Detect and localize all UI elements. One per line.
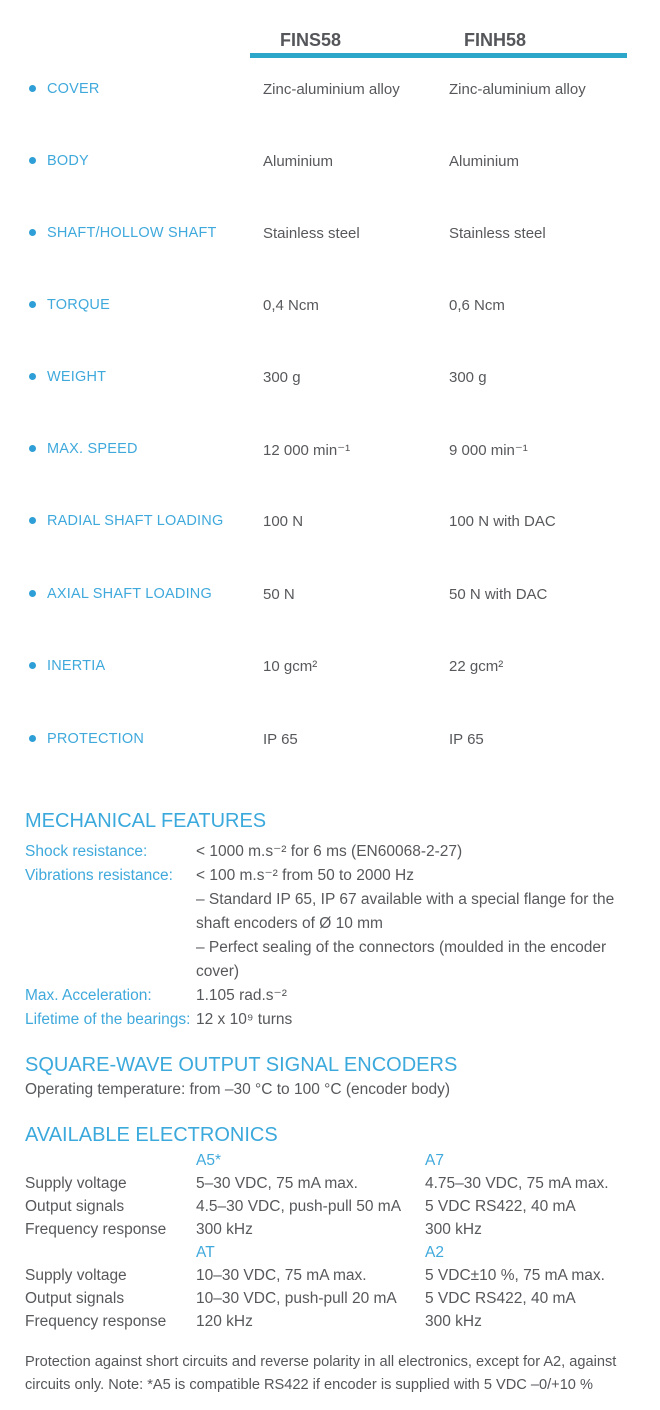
spec-value-finh58: 22 gcm² <box>449 658 504 675</box>
bullet-icon <box>29 590 36 597</box>
spec-label: RADIAL SHAFT LOADING <box>47 513 224 529</box>
electronics-value: 4.75–30 VDC, 75 mA max. <box>425 1175 609 1192</box>
spec-value-finh58: IP 65 <box>449 731 484 748</box>
electronics-header-a5: A5* <box>196 1152 221 1169</box>
electronics-value: 120 kHz <box>196 1313 253 1330</box>
mech-value: 1.105 rad.s⁻² <box>196 987 287 1004</box>
spec-value-fins58: IP 65 <box>263 731 298 748</box>
bullet-icon <box>29 517 36 524</box>
mech-value: < 1000 m.s⁻² for 6 ms (EN60068-2-27) <box>196 843 463 860</box>
electronics-row-label: Frequency response <box>25 1221 167 1238</box>
section-title-available-electronics: AVAILABLE ELECTRONICS <box>25 1124 278 1146</box>
spec-value-fins58: 10 gcm² <box>263 658 318 675</box>
electronics-header-at: AT <box>196 1244 215 1261</box>
spec-value-fins58: Zinc-aluminium alloy <box>263 81 400 98</box>
electronics-row-label: Supply voltage <box>25 1267 127 1284</box>
spec-row-weight <box>0 369 660 389</box>
bullet-icon <box>29 229 36 236</box>
mech-label: Shock resistance: <box>25 843 148 860</box>
spec-value-finh58: Zinc-aluminium alloy <box>449 81 586 98</box>
mech-value: – Perfect sealing of the connectors (moulded in the encoder cover) <box>196 939 607 980</box>
mech-label-spacer <box>25 936 196 984</box>
spec-label: PROTECTION <box>47 731 145 747</box>
spec-row-inertia <box>0 658 660 678</box>
column-header-finh58: FINH58 <box>464 30 527 50</box>
electronics-value: 5 VDC±10 %, 75 mA max. <box>425 1267 605 1284</box>
spacer <box>25 1241 196 1264</box>
electronics-row-label: Output signals <box>25 1290 125 1307</box>
spec-value-fins58: 100 N <box>263 513 304 530</box>
column-header-fins58: FINS58 <box>280 30 342 50</box>
spec-value-fins58: 0,4 Ncm <box>263 297 319 314</box>
bullet-icon <box>29 735 36 742</box>
electronics-value: 5–30 VDC, 75 mA max. <box>196 1175 358 1192</box>
mech-label: Vibrations resistance: <box>25 867 173 884</box>
electronics-row-label: Output signals <box>25 1198 125 1215</box>
electronics-table <box>25 1149 640 1333</box>
bullet-icon <box>29 85 36 92</box>
spec-label: COVER <box>47 81 100 97</box>
spec-value-finh58: Stainless steel <box>449 225 546 242</box>
protection-footnote: Protection against short circuits and reverse polarity in all electronics, except for A2, against circuits only. Note: *A5 is compatible RS422 if encoder is supplied with 5 VDC –0/+10 % <box>25 1354 617 1393</box>
spacer <box>25 1149 196 1172</box>
spec-label: TORQUE <box>47 297 110 313</box>
electronics-header-a7: A7 <box>425 1152 444 1169</box>
bullet-icon <box>29 301 36 308</box>
mech-label: Max. Acceleration: <box>25 987 152 1004</box>
spec-row-axial-loading <box>0 586 660 606</box>
electronics-value: 300 kHz <box>425 1313 482 1330</box>
bullet-icon <box>29 662 36 669</box>
spec-row-shaft <box>0 225 660 245</box>
spec-value-finh58: 50 N with DAC <box>449 586 548 603</box>
mech-value: – Standard IP 65, IP 67 available with a special flange for the shaft encoders of Ø 10 mm <box>196 891 615 932</box>
bullet-icon <box>29 373 36 380</box>
spec-row-torque <box>0 297 660 317</box>
spec-row-radial-loading <box>0 513 660 533</box>
mech-value: < 100 m.s⁻² from 50 to 2000 Hz <box>196 867 414 884</box>
spec-label: INERTIA <box>47 658 106 674</box>
bullet-icon <box>29 445 36 452</box>
section-title-square-wave: SQUARE-WAVE OUTPUT SIGNAL ENCODERS <box>25 1054 458 1076</box>
spec-value-finh58: 300 g <box>449 369 487 386</box>
header-divider-rule <box>250 53 627 58</box>
section-title-mechanical-features: MECHANICAL FEATURES <box>25 810 267 832</box>
electronics-row-label: Frequency response <box>25 1313 167 1330</box>
bullet-icon <box>29 157 36 164</box>
electronics-header-a2: A2 <box>425 1244 444 1261</box>
spec-value-fins58: 50 N <box>263 586 295 603</box>
mechanical-features-table <box>25 840 616 1032</box>
electronics-value: 5 VDC RS422, 40 mA <box>425 1290 576 1307</box>
spec-value-fins58: 300 g <box>263 369 301 386</box>
spec-row-max-speed <box>0 441 660 461</box>
electronics-row-label: Supply voltage <box>25 1175 127 1192</box>
electronics-value: 4.5–30 VDC, push-pull 50 mA <box>196 1198 402 1215</box>
electronics-value: 5 VDC RS422, 40 mA <box>425 1198 576 1215</box>
mech-value: 12 x 10⁹ turns <box>196 1011 293 1028</box>
spec-value-fins58: 12 000 min⁻¹ <box>263 442 351 459</box>
electronics-value: 300 kHz <box>425 1221 482 1238</box>
electronics-value: 10–30 VDC, 75 mA max. <box>196 1267 367 1284</box>
spec-value-finh58: 9 000 min⁻¹ <box>449 442 528 459</box>
spec-value-finh58: 0,6 Ncm <box>449 297 505 314</box>
electronics-value: 300 kHz <box>196 1221 253 1238</box>
mech-label: Lifetime of the bearings: <box>25 1011 191 1028</box>
spec-row-cover <box>0 81 660 101</box>
spec-label: MAX. SPEED <box>47 441 138 457</box>
operating-temperature-text: Operating temperature: from –30 °C to 100 °C (encoder body) <box>25 1081 451 1098</box>
mech-label-spacer <box>25 888 196 936</box>
spec-label: BODY <box>47 153 89 169</box>
spec-value-fins58: Aluminium <box>263 153 334 170</box>
spec-value-fins58: Stainless steel <box>263 225 360 242</box>
electronics-value: 10–30 VDC, push-pull 20 mA <box>196 1290 397 1307</box>
spec-label: SHAFT/HOLLOW SHAFT <box>47 225 217 241</box>
spec-row-protection <box>0 731 660 751</box>
spec-value-finh58: 100 N with DAC <box>449 513 556 530</box>
spec-label: AXIAL SHAFT LOADING <box>47 586 212 602</box>
spec-row-body <box>0 153 660 173</box>
spec-label: WEIGHT <box>47 369 107 385</box>
spec-value-finh58: Aluminium <box>449 153 520 170</box>
